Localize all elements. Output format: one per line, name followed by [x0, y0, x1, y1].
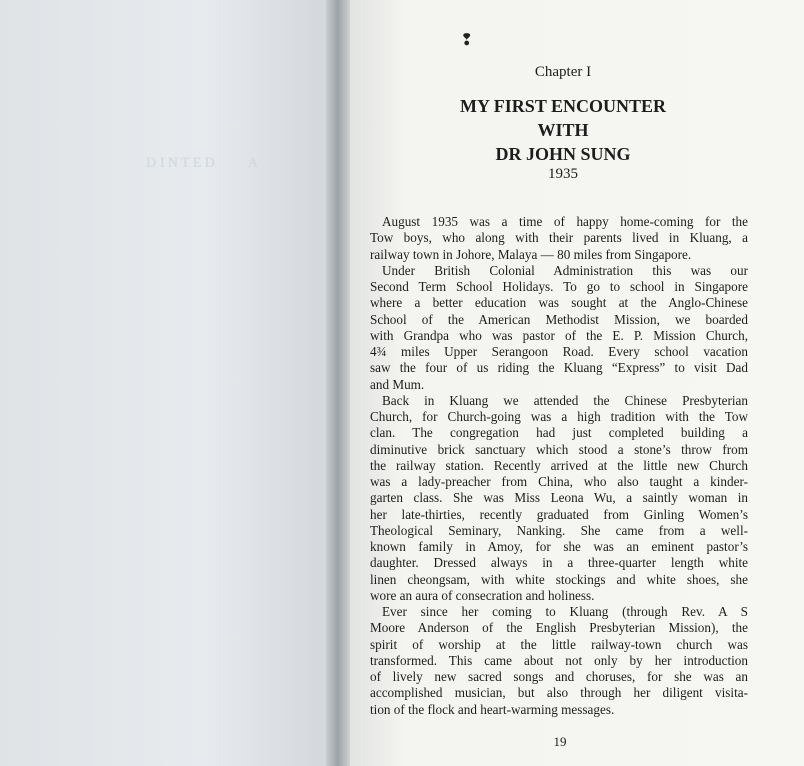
body-line: known family in Amoy, for she was an eminent pastor’s	[370, 539, 748, 554]
body-line: of lively new sacred songs and choruses, for she was an	[370, 669, 748, 684]
body-line: wore an aura of consecration and holiness.	[370, 587, 595, 603]
body-line: Ever since her coming to Kluang (through Rev. A S	[382, 604, 748, 619]
body-line: garten class. She was Miss Leona Wu, a saintly woman in	[370, 490, 748, 506]
body-line: Back in Kluang we attended the Chinese Presbyterian	[382, 392, 748, 408]
body-line: spirit of worship at the little railway-town church was	[370, 636, 748, 652]
body-line: where a better education was sought at the Anglo-Chinese	[370, 295, 748, 311]
body-line: clan. The congregation had just completed building a	[370, 425, 748, 441]
body-line: Tow boys, who along with their parents lived in Kluang, a	[370, 230, 748, 246]
body-line: and Mum.	[370, 376, 425, 392]
body-line: saw the four of us riding the Kluang “Express” to visit Dad	[370, 360, 748, 376]
left-page	[0, 0, 340, 766]
body-line: Under British Colonial Administration this was our	[382, 262, 748, 278]
body-line: linen cheongsam, with white stockings and white shoes, she	[370, 571, 748, 587]
body-line: her late-thirties, recently graduated from Ginling Women’s	[370, 506, 748, 522]
body-line: School of the American Methodist Mission, we boarded	[370, 311, 748, 327]
chapter-title	[380, 94, 746, 166]
body-line: tion of the flock and heart-warming messages.	[370, 701, 615, 717]
body-line: with Grandpa who was pastor of the E. P. Mission Church,	[370, 327, 748, 343]
body-line: Second Term School Holidays. To go to school in Singapore	[370, 279, 748, 294]
page-number: 19	[553, 734, 567, 749]
chapter-title-line: WITH	[537, 120, 589, 140]
body-line: 4¾ miles Upper Serangoon Road. Every school vacation	[370, 344, 748, 359]
chapter-year: 1935	[548, 166, 578, 182]
body-line: Moore Anderson of the English Presbyterian Mission), the	[370, 620, 748, 636]
body-line: Theological Seminary, Nanking. She came from a well-	[370, 522, 748, 538]
body-line: accomplished musician, but also through her diligent visita-	[370, 685, 748, 701]
show-through-text: ᴅɪɴᴛᴇᴅ	[146, 150, 219, 172]
body-line: was a lady-preacher from China, who also taught a kinder-	[370, 474, 748, 489]
body-line: daughter. Dressed always in a three-quarter length white	[370, 555, 748, 571]
body-line: Church, for Church-going was a high tradition with the Tow	[370, 409, 748, 424]
book-gutter	[326, 0, 352, 766]
body-line: diminutive brick sanctuary which stood a stone’s throw from	[370, 441, 748, 457]
ink-mark-icon: ❢	[460, 32, 474, 49]
show-through-text: ᴀ	[248, 150, 262, 172]
chapter-title-line: MY FIRST ENCOUNTER	[459, 96, 667, 116]
body-line: transformed. This came about not only by her introduction	[370, 652, 748, 668]
body-line: the railway station. Recently arrived at the little new Church	[370, 457, 748, 473]
chapter-title-line: DR JOHN SUNG	[495, 144, 631, 164]
chapter-body-text	[370, 214, 748, 718]
chapter-label: Chapter I	[534, 64, 592, 80]
body-line: railway town in Johore, Malaya — 80 miles from Singapore.	[370, 246, 692, 262]
body-line: August 1935 was a time of happy home-coming for the	[382, 214, 748, 229]
